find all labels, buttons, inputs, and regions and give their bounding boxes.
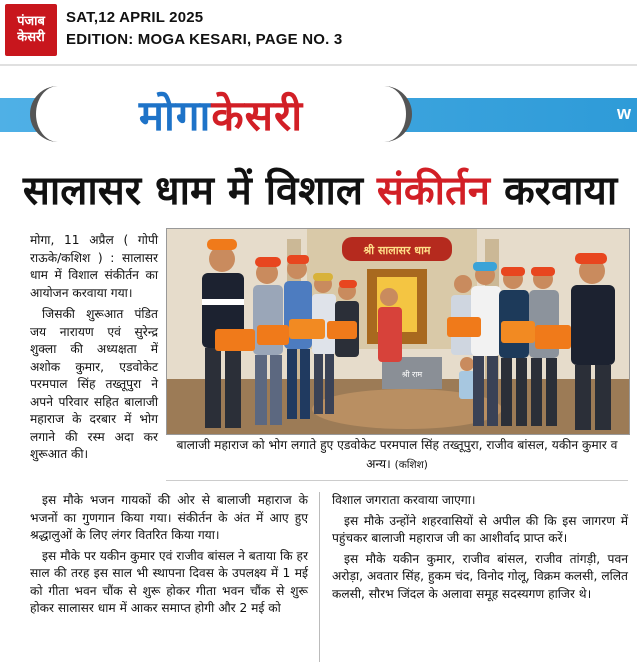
article-lead-column: [30, 232, 158, 468]
headline-part-2: संकीर्तन: [376, 168, 491, 214]
floor-sign: श्री राम: [401, 370, 423, 379]
article-headline: [10, 164, 630, 218]
article-column-left: [30, 492, 308, 621]
column-divider: [319, 492, 320, 662]
header-divider: [0, 64, 637, 66]
article-paragraph: इस मौके यकीन कुमार, राजीव बांसल, राजीव तांगड़ी, पवन अरोड़ा, अवतार सिंह, हुकम चंद, विनोद गोलू, विक्रम कलसी, ललित कलसी, सौरभ जिंदल के अलावा समूह सदस्यगण हाजिर थे।: [332, 551, 628, 601]
photo-caption: [166, 436, 628, 481]
masthead-title-moga: मोगा: [138, 90, 212, 140]
logo-line-2: केसरी: [17, 30, 45, 45]
article-paragraph: इस मौके उन्होंने शहरवासियों से अपील की कि इस जागरण में पहुंचकर बालाजी महाराज जी का आशीर्वाद प्राप्त करें।: [332, 513, 628, 545]
masthead-band-fragment: w: [616, 103, 631, 123]
headline-part-3: करवाया: [490, 168, 618, 214]
edition-date: SAT,12 APRIL 2025: [66, 9, 204, 26]
caption-text: बालाजी महाराज को भोग लगाते हुए एडवोकेट परमपाल सिंह तख्तूपुरा, राजीव बांसल, यकीन कुमार व अन्य।: [176, 438, 618, 471]
article-paragraph: जिसकी शुरूआत पंडित जय नारायण एवं सुरेन्द्र शुक्ला की अध्यक्षता में अशोक कुमार, एडवोकेट परमपाल सिंह तख्तूपुरा ने अपने परिवार सहित बालाजी महाराज के दरबार में भोग लगाने की रस्म अदा कर शुरूआत की।: [30, 307, 158, 461]
article-paragraph: विशाल जगराता करवाया जाएगा।: [332, 493, 476, 507]
article-dateline-paragraph: मोगा, 11 अप्रैल ( गोपी राऊके/कशिश ) : सालासर धाम में विशाल संकीर्तन का आयोजन करवाया गया।: [30, 233, 158, 300]
masthead-title: [30, 86, 412, 142]
article-column-right: [332, 492, 628, 606]
photo-illustration: [167, 229, 629, 434]
masthead-title-kesari: केसरी: [211, 90, 304, 140]
punjab-kesari-logo: [5, 4, 57, 56]
temple-sign: श्री सालासर धाम: [363, 244, 431, 257]
article-photo: [166, 228, 630, 435]
logo-line-1: पंजाब: [17, 14, 45, 29]
headline-part-1: सालासर धाम में विशाल: [22, 168, 377, 214]
article-paragraph: इस मौके भजन गायकों की ओर से बालाजी महाराज के भजनों का गुणगान किया गया। संकीर्तन के अंत में आए हुए श्रद्धालुओं के लिए लंगर वितरित किया गया।: [30, 493, 308, 542]
edition-info: EDITION: MOGA KESARI, PAGE NO. 3: [66, 31, 343, 48]
article-paragraph: इस मौके पर यकीन कुमार एवं राजीव बांसल ने बताया कि हर साल की तरह इस साल भी स्थापना दिवस के उपलक्ष्य में 1 मई को गीता भवन चौंक से शुरू होकर गीता भवन चौंक से शुरू होकर सालासर धाम में आकर समाप्त होगी और 2 मई को: [30, 548, 308, 615]
edition-header: [0, 0, 637, 64]
caption-credit: (कशिश): [394, 459, 428, 471]
